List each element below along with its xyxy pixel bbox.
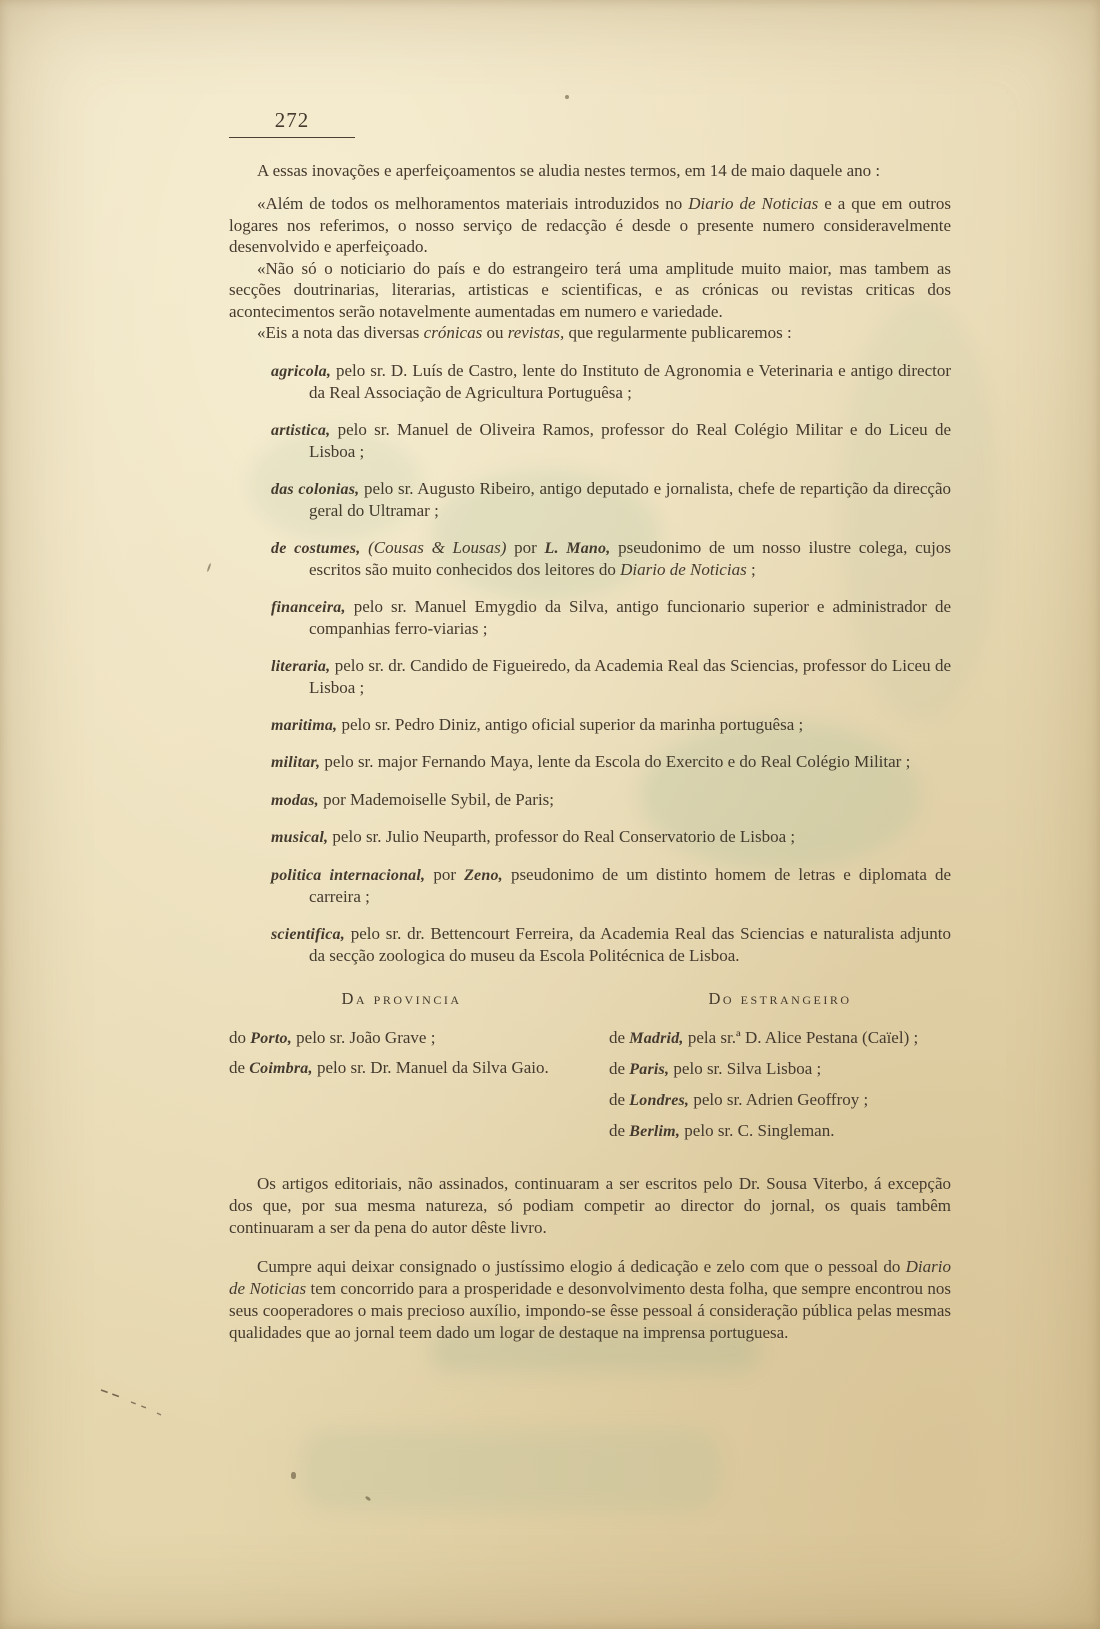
closing-block (229, 1173, 951, 1344)
page-number-block (229, 108, 355, 138)
chronicle-item-das-colonias: das colonias, pelo sr. Augusto Ribeiro, antigo deputado e jornalista, chefe de repartição da direcção geral do Ultramar ; (271, 478, 951, 520)
chronicles-list (229, 360, 951, 967)
quote-paragraph: «Eis a nota das diversas crónicas ou revistas, que regularmente publicaremos : (257, 323, 792, 342)
chronicle-item-agricola: agricola, pelo sr. D. Luís de Castro, lente do Instituto de Agronomia e Veterinaria e antigo director da Real Associação de Agricultura Portuguêsa ; (271, 360, 951, 402)
text-block (229, 108, 951, 1344)
chronicle-item-musical: musical, pelo sr. Julio Neuparth, professor do Real Conservatorio de Lisboa ; (271, 827, 796, 846)
paper-speck (291, 1472, 296, 1479)
chronicle-item-scientifica: scientifica, pelo sr. dr. Bettencourt Ferreira, da Academia Real das Sciencias e naturalista adjunto da secção zoologica do museu da Escola Politécnica de Lisboa. (271, 923, 951, 965)
correspondents-columns (229, 989, 951, 1151)
closing-paragraph-2: Cumpre aqui deixar consignado o justíssimo elogio á dedicação e zelo com que o pessoal do Diario de Noticias tem concorrido para a prosperidade e desonvolvimento desta folha, que sempre encontrou nos seus cooperadores o mais precioso auxílio, impondo-se êsse pessoal á consideração pública pelas mesmas qualidades que ao jornal teem dado um logar de destaque na imprensa portuguesa. (229, 1256, 951, 1342)
column-provincia (229, 989, 574, 1151)
quote-paragraph: «Não só o noticiario do país e do estrangeiro terá uma amplitude muito maior, mas tambem as secções doutrinarias, literarias, artisticas e scientificas, e as crónicas ou revistas criticas dos acontecimentos serão notavelmente aumentadas em numero e variedade. (229, 258, 951, 321)
chronicle-item-politica-internacional: politica internacional, por Zeno, pseudonimo de um distinto homem de letras e diplomata de carreira ; (271, 864, 952, 906)
paper-speck (565, 95, 569, 99)
chronicle-item-financeira: financeira, pelo sr. Manuel Emygdio da Silva, antigo funcionario superior e administrador de companhias ferro-viarias ; (271, 596, 951, 638)
column-heading-provincia: Da provincia (341, 988, 462, 1008)
correspondent-coimbra: de Coimbra, pelo sr. Dr. Manuel da Silva Gaio. (229, 1057, 549, 1077)
column-heading-estrangeiro: Do estrangeiro (708, 988, 852, 1008)
pen-mark (95, 1380, 185, 1425)
intro-paragraph: A essas inovações e aperfeiçoamentos se aludia nestes termos, em 14 de maio daquele ano : (257, 161, 881, 180)
correspondent-madrid: de Madrid, pela sr.ª D. Alice Pestana (Caïel) ; (609, 1027, 919, 1047)
page-number: 272 (274, 108, 310, 132)
quote-paragraph: «Além de todos os melhoramentos materiais introduzidos no Diario de Noticias e a que em outros logares nos referimos, o nosso serviço de redacção é desde o presente numero consideravelmente desenvolvido e aperfeiçoado. (229, 194, 952, 256)
column-estrangeiro (609, 989, 951, 1151)
quote-block (229, 193, 951, 344)
chronicle-item-literaria: literaria, pelo sr. dr. Candido de Figueiredo, da Academia Real das Sciencias, professor do Liceu de Lisboa ; (271, 655, 951, 697)
correspondent-porto: do Porto, pelo sr. João Grave ; (229, 1027, 436, 1047)
chronicle-item-modas: modas, por Mademoiselle Sybil, de Paris; (271, 789, 555, 809)
correspondent-londres: de Londres, pelo sr. Adrien Geoffroy ; (609, 1089, 869, 1109)
correspondent-berlim: de Berlim, pelo sr. C. Singleman. (609, 1120, 835, 1140)
chronicle-item-de-costumes: de costumes, (Cousas & Lousas) por L. Mano, pseudonimo de um nosso ilustre colega, cujos escritos são muito conhecidos dos leitores do Diario de Noticias ; (271, 537, 952, 579)
chronicle-item-artistica: artistica, pelo sr. Manuel de Oliveira Ramos, professor do Real Colégio Militar e do Liceu de Lisboa ; (271, 419, 951, 461)
closing-paragraph-1: Os artigos editoriais, não assinados, continuaram a ser escritos pelo Dr. Sousa Viterbo, á excepção dos que, por sua mesma natureza, só podiam competir ao director do jornal, os quais tambêm continuaram a ser da pena do autor dêste livro. (229, 1173, 951, 1237)
correspondent-paris: de Paris, pelo sr. Silva Lisboa ; (609, 1058, 822, 1078)
paper-speck (365, 1496, 372, 1502)
chronicle-item-militar: militar, pelo sr. major Fernando Maya, lente da Escola do Exercito e do Real Colégio Militar ; (271, 752, 911, 771)
chronicle-item-maritima: maritima, pelo sr. Pedro Diniz, antigo oficial superior da marinha portuguêsa ; (271, 714, 804, 734)
verso-bleed-spot (300, 1430, 720, 1510)
paper-speck (207, 563, 212, 572)
